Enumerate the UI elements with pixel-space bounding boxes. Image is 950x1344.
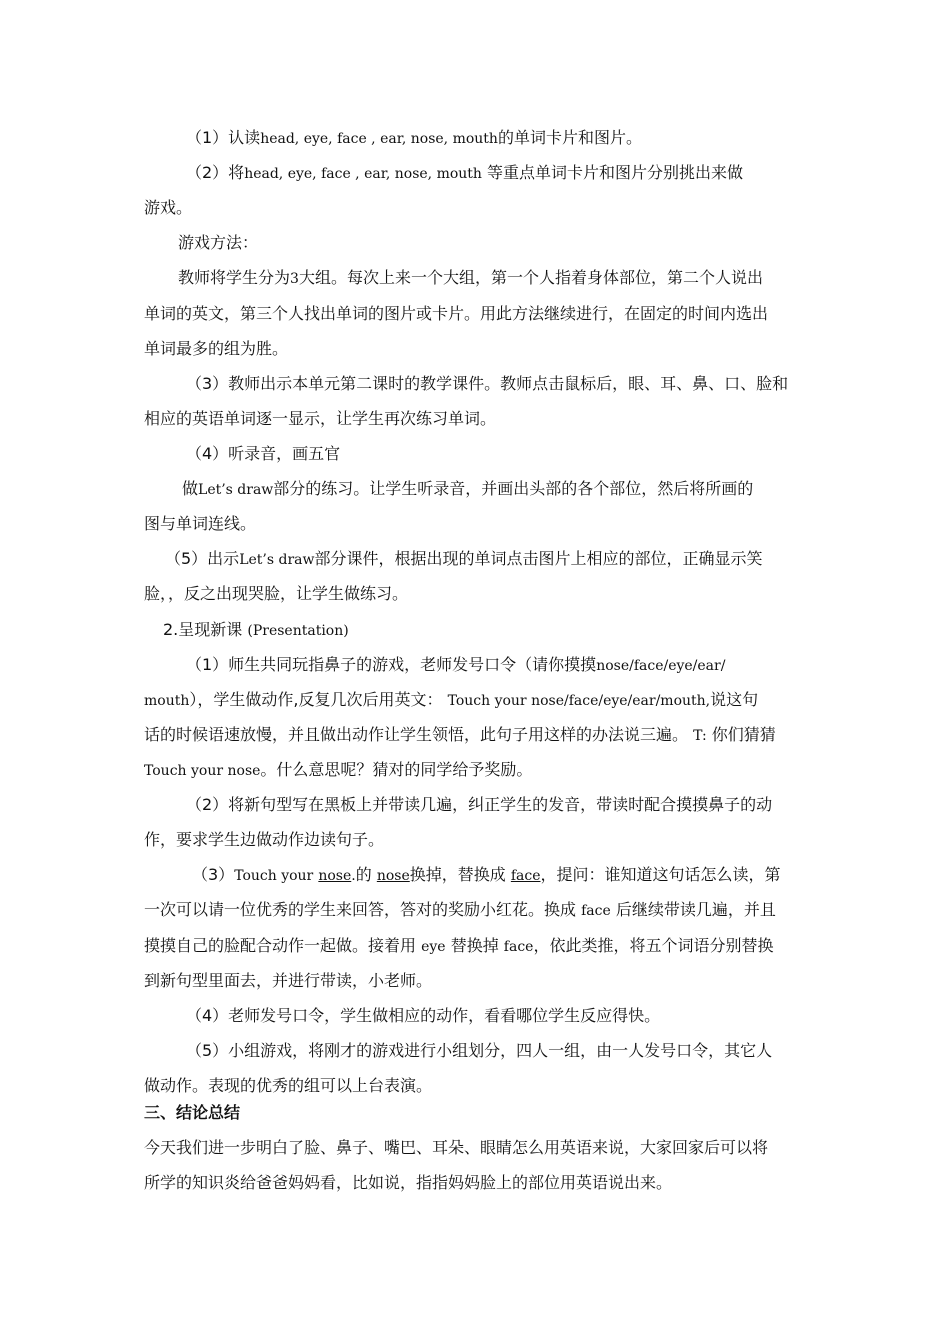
conclusion-heading: 三、结论总结 [144, 1103, 241, 1122]
paragraph-line: 图与单词连线。 [144, 514, 257, 533]
paragraph-line: 所学的知识炎给爸爸妈妈看，比如说，指指妈妈脸上的部位用英语说出来。 [144, 1173, 673, 1192]
paragraph-line: 单词的英文，第三个人找出单词的图片或卡片。用此方法继续进行，在固定的时间内选出 [144, 304, 769, 323]
paragraph-line: 摸摸自己的脸配合动作一起做。接着用 eye 替换掉 face，依此类推，将五个词语分别替换 [144, 936, 774, 955]
paragraph-line: 作，要求学生边做动作边读句子。 [144, 830, 385, 849]
presentation-item-3: （3）Touch your nose.的 nose换掉，替换成 face，提问：谁知道这句话怎么读，第 [192, 865, 781, 884]
paragraph-line: mouth），学生做动作,反复几次后用英文： Touch your nose/face/eye/ear/mouth,说这句 [144, 690, 759, 709]
paragraph-line: 脸，，反之出现哭脸，让学生做练习。 [144, 584, 409, 603]
item-3-courseware: （3）教师出示本单元第二课时的教学课件。教师点击鼠标后，眼、耳、鼻、口、脸和 [186, 374, 789, 393]
item-4-listen-draw: （4）听录音，画五官 [186, 444, 341, 463]
paragraph-line: 做动作。表现的优秀的组可以上台表演。 [144, 1076, 433, 1095]
item-2-pick-cards: （2）将head, eye, face , ear, nose, mouth 等重点单词卡片和图片分别挑出来做 [186, 163, 744, 182]
game-method-heading: 游戏方法： [178, 233, 259, 252]
conclusion-text: 今天我们进一步明白了脸、鼻子、嘴巴、耳朵、眼睛怎么用英语来说，大家回家后可以将 [144, 1138, 769, 1157]
presentation-item-2: （2）将新句型写在黑板上并带读几遍，纠正学生的发音，带读时配合摸摸鼻子的动 [186, 795, 773, 814]
game-method-text: 教师将学生分为3大组。每次上来一个大组，第一个人指着身体部位，第二个人说出 [178, 268, 763, 287]
presentation-item-4: （4）老师发号口令，学生做相应的动作，看看哪位学生反应得快。 [186, 1006, 661, 1025]
item-5-lets-draw-courseware: （5）出示Let’s draw部分课件，根据出现的单词点击图片上相应的部位，正确显示笑 [165, 549, 763, 568]
lets-draw-exercise: 做Let’s draw部分的练习。让学生听录音，并画出头部的各个部位，然后将所画的 [182, 479, 754, 498]
paragraph-line: 单词最多的组为胜。 [144, 339, 289, 358]
paragraph-line: 到新句型里面去，并进行带读，小老师。 [144, 971, 433, 990]
presentation-item-1: （1）师生共同玩指鼻子的游戏，老师发号口令（请你摸摸nose/face/eye/ear/ [186, 655, 726, 674]
paragraph-line: 相应的英语单词逐一显示，让学生再次练习单词。 [144, 409, 497, 428]
paragraph-line: 一次可以请一位优秀的学生来回答，答对的奖励小红花。换成 face 后继续带读几遍，并且 [144, 900, 776, 919]
paragraph-line: 话的时候语速放慢，并且做出动作让学生领悟，此句子用这样的办法说三遍。 T: 你们猜猜 [144, 725, 776, 744]
presentation-item-5: （5）小组游戏，将刚才的游戏进行小组划分，四人一组，由一人发号口令，其它人 [186, 1041, 773, 1060]
paragraph-line: Touch your nose。什么意思呢？猜对的同学给予奖励。 [144, 760, 533, 779]
paragraph-line: 游戏。 [144, 198, 193, 217]
item-1-read-cards: （1）认读head, eye, face , ear, nose, mouth的单词卡片和图片。 [186, 128, 642, 147]
section-presentation-heading: 2.呈现新课 (Presentation) [163, 620, 349, 639]
